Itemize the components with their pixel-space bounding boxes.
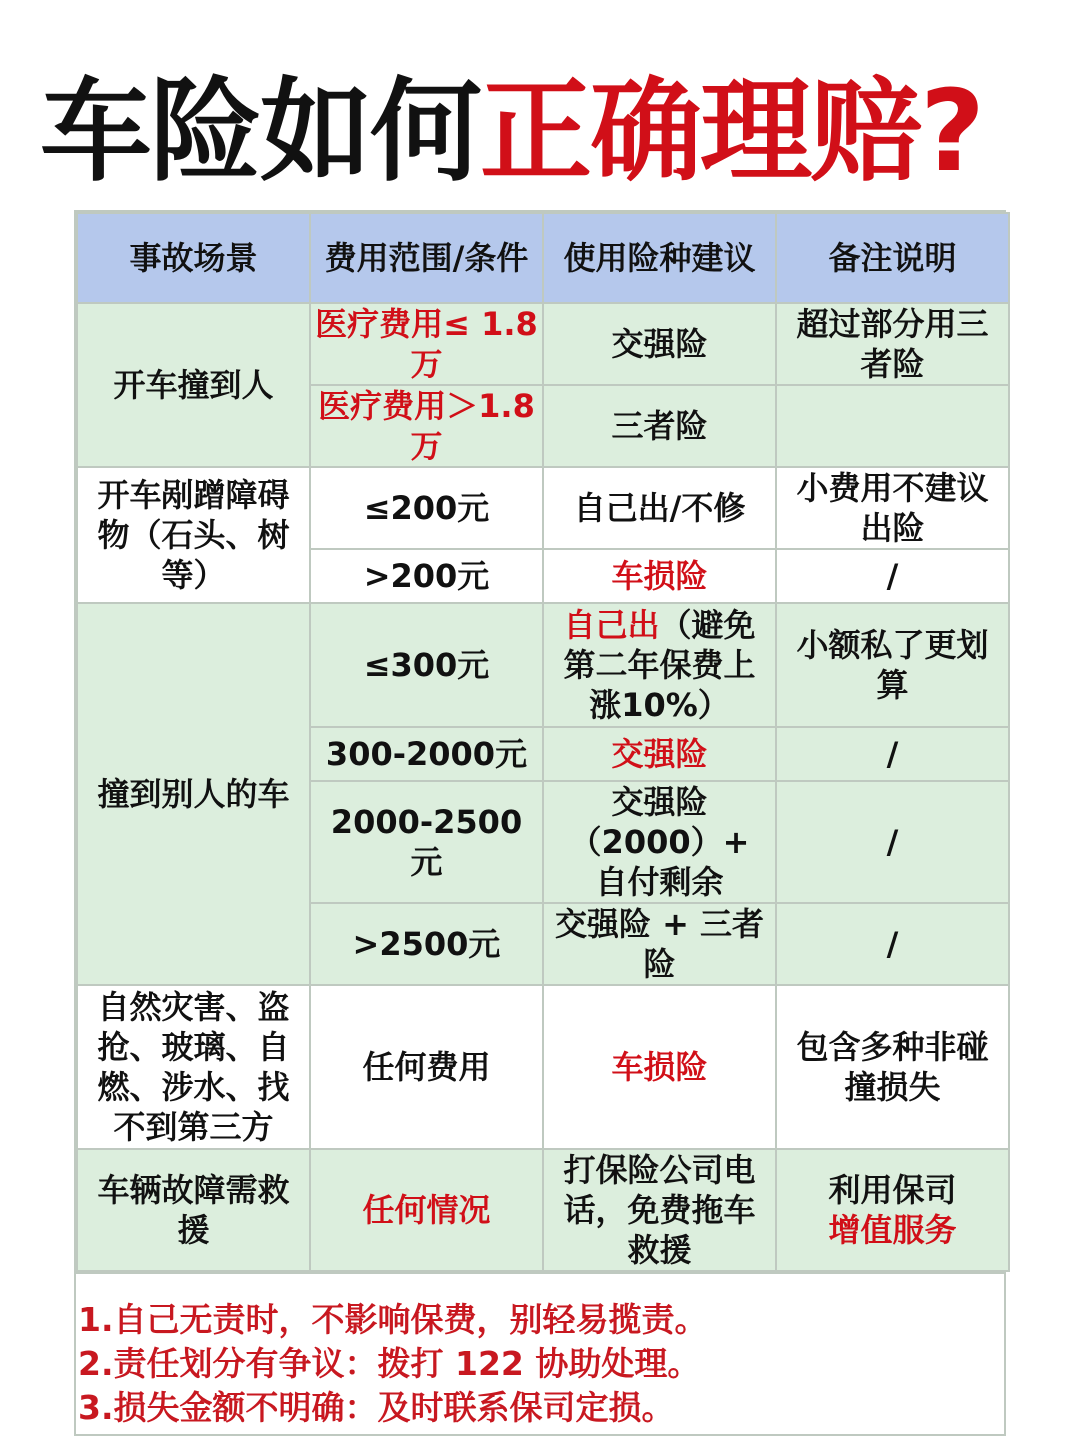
note-cell: /	[776, 549, 1009, 603]
advice-cell: 车损险	[543, 549, 776, 603]
range-cell: 任何费用	[310, 985, 543, 1149]
note-cell: /	[776, 781, 1009, 903]
scene-cell: 开车撞到人	[77, 303, 310, 467]
scene-cell: 车辆故障需救援	[77, 1149, 310, 1271]
table	[76, 212, 1010, 1272]
table-row	[77, 467, 1009, 549]
scene-cell: 自然灾害、盗抢、玻璃、自燃、涉水、找不到第三方	[77, 985, 310, 1149]
note-cell: /	[776, 727, 1009, 781]
note-cell	[776, 385, 1009, 467]
range-cell: 医疗费用≤ 1.8万	[310, 303, 543, 385]
note-cell: /	[776, 903, 1009, 985]
advice-cell: 三者险	[543, 385, 776, 467]
note-cell: 包含多种非碰撞损失	[776, 985, 1009, 1149]
advice-cell: 交强险 + 三者险	[543, 903, 776, 985]
range-cell: 任何情况	[310, 1149, 543, 1271]
range-cell: 2000-2500元	[310, 781, 543, 903]
table-row	[77, 303, 1009, 385]
note-cell: 小费用不建议出险	[776, 467, 1009, 549]
header-scene: 事故场景	[77, 213, 310, 303]
range-cell: >200元	[310, 549, 543, 603]
advice-cell: 车损险	[543, 985, 776, 1149]
page-title	[40, 62, 1050, 202]
header-advice: 使用险种建议	[543, 213, 776, 303]
advice-cell	[543, 603, 776, 727]
tip-item: 1.自己无责时，不影响保费，别轻易揽责。	[78, 1300, 708, 1339]
advice-cell: 交强险	[543, 303, 776, 385]
note-highlight: 增值服务	[828, 1211, 957, 1249]
tip-item: 3.损失金额不明确：及时联系保司定损。	[78, 1388, 675, 1427]
table-header-row	[77, 213, 1009, 303]
advice-detail: （避免第二年保费上涨10%）	[563, 606, 756, 724]
advice-cell: 自己出/不修	[543, 467, 776, 549]
range-cell: >2500元	[310, 903, 543, 985]
note-cell: 超过部分用三者险	[776, 303, 1009, 385]
range-cell: 医疗费用＞1.8万	[310, 385, 543, 467]
title-red-part: 正确理赔?	[480, 67, 983, 197]
scene-cell: 撞到别人的车	[77, 603, 310, 985]
note-cell: 小额私了更划算	[776, 603, 1009, 727]
advice-cell: 打保险公司电话，免费拖车救援	[543, 1149, 776, 1271]
scene-cell: 开车剐蹭障碍物（石头、树等）	[77, 467, 310, 603]
advice-cell: 交强险	[543, 727, 776, 781]
header-range: 费用范围/条件	[310, 213, 543, 303]
tips-section	[76, 1272, 1004, 1434]
advice-cell: 交强险（2000）+ 自付剩余	[543, 781, 776, 903]
table-row	[77, 603, 1009, 727]
tip-item: 2.责任划分有争议：拨打 122 协助处理。	[78, 1344, 701, 1383]
title-black-part: 车险如何	[40, 67, 480, 197]
note-text: 利用保司	[828, 1171, 957, 1209]
table-row	[77, 1149, 1009, 1271]
note-cell	[776, 1149, 1009, 1271]
range-cell: ≤200元	[310, 467, 543, 549]
range-cell: 300-2000元	[310, 727, 543, 781]
advice-highlight: 自己出	[563, 606, 660, 644]
header-note: 备注说明	[776, 213, 1009, 303]
range-cell: ≤300元	[310, 603, 543, 727]
claims-guide-table	[74, 210, 1006, 1436]
table-row	[77, 985, 1009, 1149]
